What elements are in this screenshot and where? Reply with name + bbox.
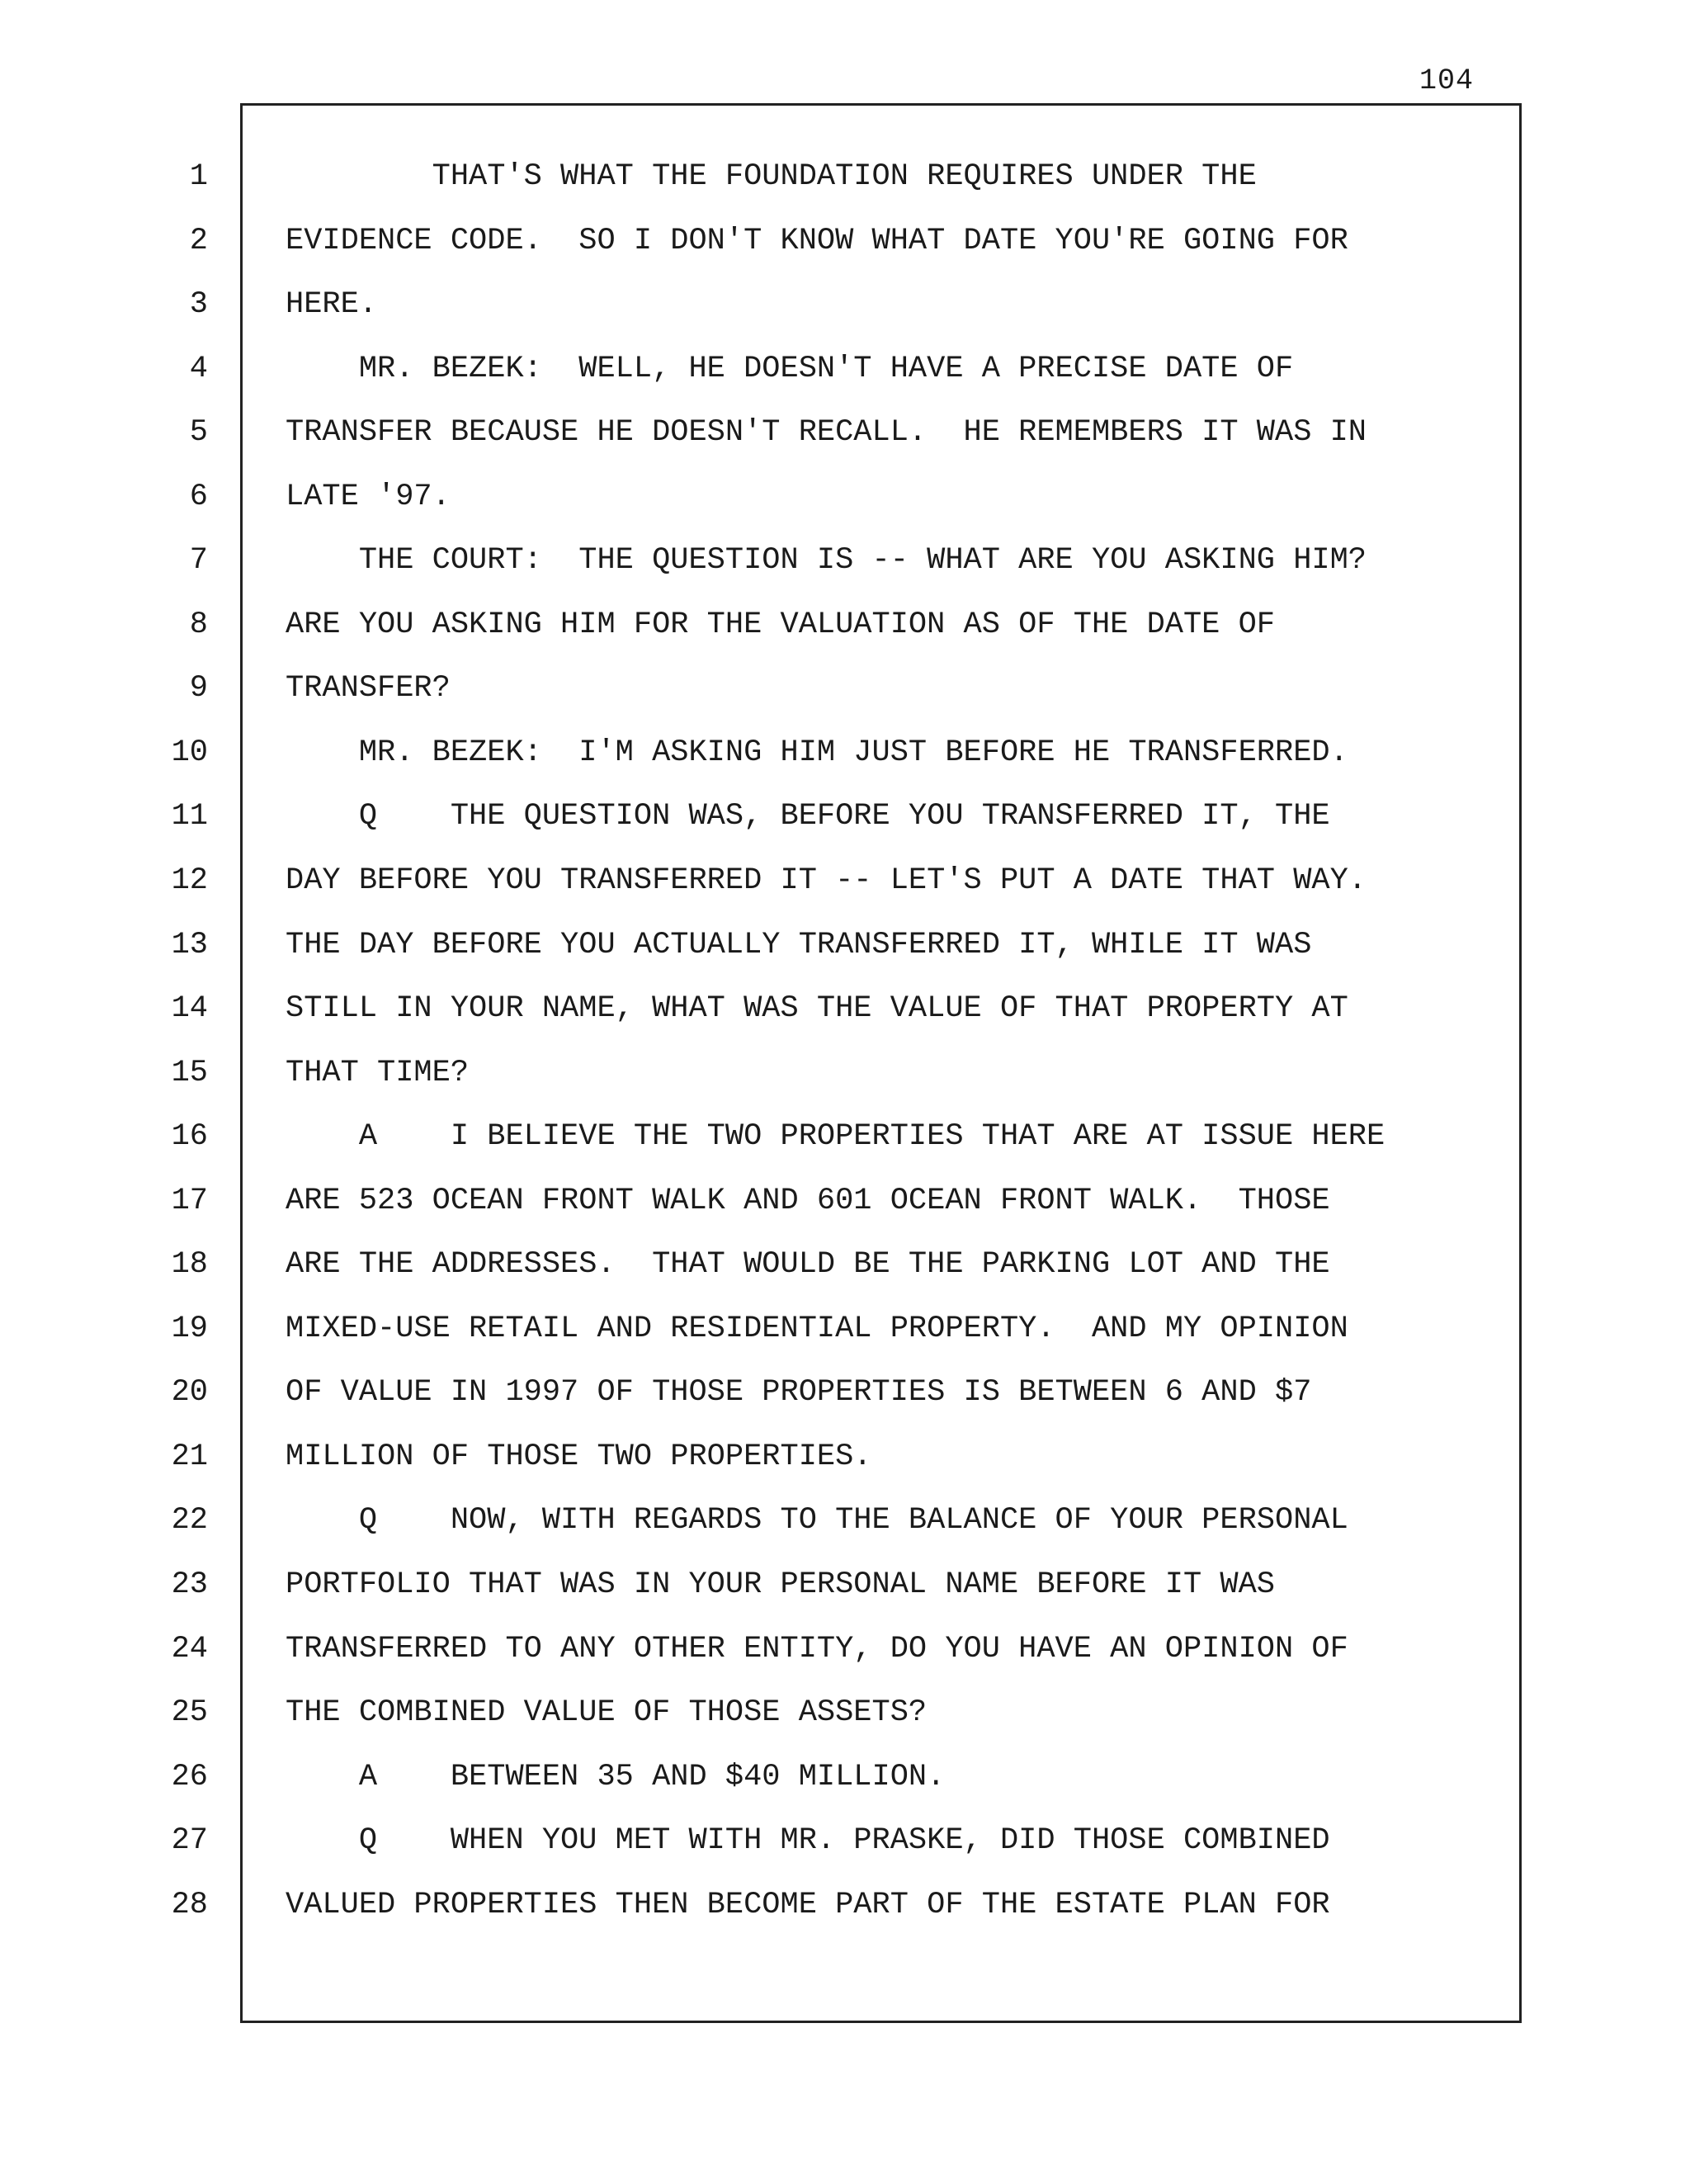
transcript-line: THE DAY BEFORE YOU ACTUALLY TRANSFERRED IT, WHILE IT WAS — [286, 927, 1312, 962]
line-number: 5 — [189, 415, 208, 451]
transcript-line: ARE YOU ASKING HIM FOR THE VALUATION AS OF THE DATE OF — [286, 607, 1275, 642]
line-number: 3 — [189, 287, 208, 323]
line-number: 2 — [189, 223, 208, 258]
line-number: 10 — [171, 735, 208, 770]
transcript-line: Q THE QUESTION WAS, BEFORE YOU TRANSFERRED IT, THE — [286, 799, 1330, 834]
line-number: 13 — [171, 927, 208, 962]
line-number: 7 — [189, 543, 208, 579]
line-number: 22 — [171, 1503, 208, 1539]
transcript-line: OF VALUE IN 1997 OF THOSE PROPERTIES IS BETWEEN 6 AND $7 — [286, 1375, 1312, 1411]
transcript-line: TRANSFER BECAUSE HE DOESN'T RECALL. HE REMEMBERS IT WAS IN — [286, 415, 1367, 451]
line-number: 19 — [171, 1311, 208, 1346]
transcript-line: MR. BEZEK: WELL, HE DOESN'T HAVE A PRECISE DATE OF — [286, 351, 1294, 386]
line-number: 6 — [189, 479, 208, 514]
page-number: 104 — [1419, 64, 1474, 97]
transcript-line: ARE THE ADDRESSES. THAT WOULD BE THE PARKING LOT AND THE — [286, 1247, 1330, 1283]
transcript-line: TRANSFER? — [286, 671, 451, 707]
line-number: 15 — [171, 1055, 208, 1090]
line-number: 16 — [171, 1119, 208, 1155]
line-number-column — [132, 156, 208, 1948]
line-number: 17 — [171, 1183, 208, 1218]
transcript-line: MIXED-USE RETAIL AND RESIDENTIAL PROPERTY. AND MY OPINION — [286, 1311, 1348, 1346]
transcript-line: LATE '97. — [286, 479, 451, 514]
transcript-line: THE COURT: THE QUESTION IS -- WHAT ARE YOU ASKING HIM? — [286, 543, 1367, 579]
line-number: 11 — [171, 799, 208, 834]
transcript-line: VALUED PROPERTIES THEN BECOME PART OF THE ESTATE PLAN FOR — [286, 1887, 1330, 1922]
line-number: 4 — [189, 351, 208, 386]
transcript-line: Q WHEN YOU MET WITH MR. PRASKE, DID THOSE COMBINED — [286, 1823, 1330, 1859]
line-number: 20 — [171, 1375, 208, 1411]
transcript-line: TRANSFERRED TO ANY OTHER ENTITY, DO YOU HAVE AN OPINION OF — [286, 1631, 1348, 1666]
line-number: 14 — [171, 991, 208, 1027]
transcript-line: Q NOW, WITH REGARDS TO THE BALANCE OF YOUR PERSONAL — [286, 1503, 1348, 1539]
line-number: 24 — [171, 1631, 208, 1666]
transcript-line: PORTFOLIO THAT WAS IN YOUR PERSONAL NAME BEFORE IT WAS — [286, 1567, 1275, 1603]
transcript-line: DAY BEFORE YOU TRANSFERRED IT -- LET'S PUT A DATE THAT WAY. — [286, 863, 1367, 899]
line-number: 25 — [171, 1695, 208, 1731]
line-number: 18 — [171, 1247, 208, 1283]
transcript-line: A BETWEEN 35 AND $40 MILLION. — [286, 1759, 946, 1794]
line-number: 21 — [171, 1439, 208, 1474]
transcript-line: THAT TIME? — [286, 1055, 470, 1090]
line-number: 23 — [171, 1567, 208, 1603]
transcript-line: MILLION OF THOSE TWO PROPERTIES. — [286, 1439, 872, 1474]
line-number: 1 — [189, 159, 208, 194]
line-number: 27 — [171, 1823, 208, 1859]
transcript-line: THE COMBINED VALUE OF THOSE ASSETS? — [286, 1695, 928, 1731]
line-number: 9 — [189, 671, 208, 707]
line-number: 12 — [171, 863, 208, 899]
transcript-line: MR. BEZEK: I'M ASKING HIM JUST BEFORE HE TRANSFERRED. — [286, 735, 1348, 770]
transcript-line: EVIDENCE CODE. SO I DON'T KNOW WHAT DATE YOU'RE GOING FOR — [286, 223, 1348, 258]
transcript-line: A I BELIEVE THE TWO PROPERTIES THAT ARE AT ISSUE HERE — [286, 1119, 1386, 1155]
line-number: 26 — [171, 1759, 208, 1794]
transcript-line: HERE. — [286, 287, 378, 323]
transcript-line: STILL IN YOUR NAME, WHAT WAS THE VALUE OF THAT PROPERTY AT — [286, 991, 1348, 1027]
transcript-line: THAT'S WHAT THE FOUNDATION REQUIRES UNDER THE — [286, 159, 1257, 194]
transcript-line: ARE 523 OCEAN FRONT WALK AND 601 OCEAN FRONT WALK. THOSE — [286, 1183, 1330, 1218]
line-number: 28 — [171, 1887, 208, 1922]
line-number: 8 — [189, 607, 208, 642]
transcript-text — [286, 156, 1474, 1948]
